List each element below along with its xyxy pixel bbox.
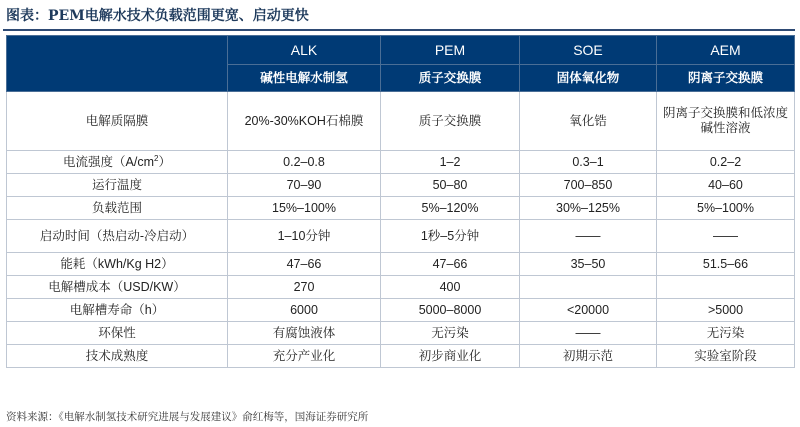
title-divider [3, 29, 795, 31]
table-cell: 6000 [228, 299, 381, 322]
table-cell: 20%-30%KOH石棉膜 [228, 92, 381, 151]
table-cell: 70–90 [228, 174, 381, 197]
table-row [7, 92, 795, 151]
header-corner [7, 36, 228, 92]
source-note: 资料来源：《电解水制氢技术研究进展与发展建议》俞红梅等，国海证券研究所 [6, 411, 369, 423]
table-cell: 无污染 [381, 322, 520, 345]
table-cell: 30%–125% [520, 197, 657, 220]
comparison-table [6, 35, 795, 368]
header-row-codes [7, 36, 795, 65]
column-code: AEM [657, 36, 795, 65]
table-cell: 40–60 [657, 174, 795, 197]
column-name: 固体氧化物 [520, 65, 657, 92]
table-cell: >5000 [657, 299, 795, 322]
table-row [7, 299, 795, 322]
table-cell: 400 [381, 276, 520, 299]
table-cell: 50–80 [381, 174, 520, 197]
table-cell [520, 276, 657, 299]
row-label: 电解槽寿命（h） [7, 299, 228, 322]
row-label-suffix: ） [158, 154, 171, 169]
table-cell: <20000 [520, 299, 657, 322]
table-cell: —— [520, 322, 657, 345]
table-cell: —— [520, 220, 657, 253]
table-cell: 初步商业化 [381, 345, 520, 368]
table-cell [657, 276, 795, 299]
table-cell: 有腐蚀液体 [228, 322, 381, 345]
table-row [7, 253, 795, 276]
table-cell: 阴离子交换膜和低浓度碱性溶液 [657, 92, 795, 151]
column-code: PEM [381, 36, 520, 65]
table-cell: 0.2–2 [657, 151, 795, 174]
column-code: ALK [228, 36, 381, 65]
table-cell: —— [657, 220, 795, 253]
row-label: 电解槽成本（USD/KW） [7, 276, 228, 299]
table-row [7, 345, 795, 368]
page-title: 图表：PEM电解水技术负载范围更宽、启动更快 [6, 8, 309, 24]
table-cell: 氧化锆 [520, 92, 657, 151]
table-cell: 0.3–1 [520, 151, 657, 174]
table-row [7, 151, 795, 174]
table-cell: 15%–100% [228, 197, 381, 220]
table-cell: 47–66 [228, 253, 381, 276]
row-label [7, 151, 228, 174]
table-cell: 5000–8000 [381, 299, 520, 322]
table-cell: 初期示范 [520, 345, 657, 368]
table-cell: 35–50 [520, 253, 657, 276]
table-cell: 700–850 [520, 174, 657, 197]
row-label: 环保性 [7, 322, 228, 345]
table-cell: 无污染 [657, 322, 795, 345]
column-name: 碱性电解水制氢 [228, 65, 381, 92]
table-cell: 5%–100% [657, 197, 795, 220]
row-label: 启动时间（热启动-冷启动） [7, 220, 228, 253]
table-cell: 51.5–66 [657, 253, 795, 276]
table-cell: 5%–120% [381, 197, 520, 220]
row-label: 电解质隔膜 [7, 92, 228, 151]
row-label-superscript: 2 [154, 153, 159, 163]
row-label: 负载范围 [7, 197, 228, 220]
table-cell: 1–10分钟 [228, 220, 381, 253]
table-row [7, 197, 795, 220]
row-label: 技术成熟度 [7, 345, 228, 368]
table-cell: 质子交换膜 [381, 92, 520, 151]
row-label: 运行温度 [7, 174, 228, 197]
table-cell: 1秒–5分钟 [381, 220, 520, 253]
table-cell: 0.2–0.8 [228, 151, 381, 174]
table-cell: 实验室阶段 [657, 345, 795, 368]
table-row [7, 220, 795, 253]
table-cell: 充分产业化 [228, 345, 381, 368]
table-row [7, 276, 795, 299]
table-cell: 1–2 [381, 151, 520, 174]
table-row [7, 322, 795, 345]
row-label-text: 电流强度（A/cm [63, 154, 154, 169]
row-label: 能耗（kWh/Kg H2） [7, 253, 228, 276]
column-name: 阴离子交换膜 [657, 65, 795, 92]
column-code: SOE [520, 36, 657, 65]
table-cell: 270 [228, 276, 381, 299]
column-name: 质子交换膜 [381, 65, 520, 92]
table-row [7, 174, 795, 197]
table-cell: 47–66 [381, 253, 520, 276]
